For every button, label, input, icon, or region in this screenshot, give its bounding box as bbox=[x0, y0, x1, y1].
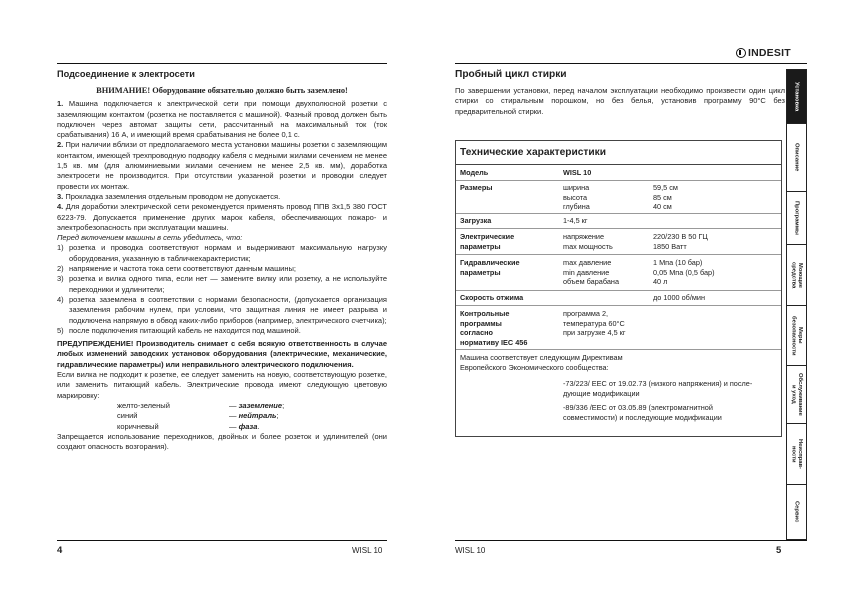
load-label: Загрузка bbox=[460, 216, 492, 225]
electrical-values: 220/230 В 50 ГЦ 1850 Ватт bbox=[653, 232, 708, 251]
wire-color-row: желто-зеленый — заземление; bbox=[117, 400, 285, 410]
check-list bbox=[57, 243, 387, 336]
spec-divider bbox=[456, 305, 781, 306]
tab-troubleshooting[interactable]: Неисправ- ности bbox=[787, 424, 806, 485]
section-tabs bbox=[786, 69, 807, 540]
brand-ring-icon bbox=[736, 48, 746, 58]
list-item: 5) после подключения питающий кабель не находится под машиной. bbox=[57, 325, 301, 335]
right-model-footer: WISL 10 bbox=[455, 546, 486, 555]
hydraulic-names: max давление min давление объем барабана bbox=[563, 258, 620, 287]
spec-divider bbox=[456, 180, 781, 181]
top-rule-right bbox=[455, 63, 807, 64]
paragraph-3: 3. Прокладка заземления отдельным проводом не допускается. bbox=[57, 191, 281, 201]
electrical-names: напряжение max мощность bbox=[563, 232, 613, 251]
tab-service[interactable]: Сервис bbox=[793, 501, 800, 523]
list-item: 4) розетка заземлена в соответствии с нормами безопасности, (допускается организация заземления рабочим нулем, при условии, что защитная линия не имеет разрыва и подключена напрямую в обвод каких-либо приборов (например, электрического счетчика); bbox=[57, 294, 387, 325]
test-wash-title: Пробный цикл стирки bbox=[455, 69, 567, 80]
paragraph-1: 1. Машина подключается к электрической сети при помощи двухполюсной розетки с заземляющим контактом (розетка не поставляется с машиной). Фазный провод должен быть подключен через автомат защиты сети, рассчитанный на максимальный ток (ток срабатывания) 16 А, и имеющий время срабатывания не более 0,1 с. bbox=[57, 99, 387, 140]
spin-value: до 1000 об/мин bbox=[653, 293, 705, 302]
model-value: WISL 10 bbox=[563, 168, 592, 177]
directive-low-voltage: -73/223/ ЕЕС от 19.02.73 (низкого напряжения) и после- дующие модификации bbox=[563, 379, 753, 398]
directive-intro: Машина соответствует следующим Директивам Европейского Экономического сообщества: bbox=[460, 353, 623, 372]
spec-title-divider bbox=[456, 164, 781, 165]
wire-color-list bbox=[117, 401, 387, 432]
control-program-label: Контрольные программы согласно нормативу IEC 456 bbox=[460, 309, 528, 347]
tab-programs[interactable]: Программы bbox=[787, 192, 806, 245]
hydraulic-label: Гидравлические параметры bbox=[460, 258, 520, 277]
right-page bbox=[455, 69, 785, 117]
size-names: ширина высота глубина bbox=[563, 183, 590, 212]
tab-detergents[interactable]: Моющие средства bbox=[787, 245, 806, 306]
list-item: 3) розетка и вилка одного типа, если нет — замените вилку или розетку, а не используйте переходники и удлинители; bbox=[57, 274, 387, 294]
check-intro: Перед включением машины в сеть убедитесь, что: bbox=[57, 233, 243, 243]
final-paragraph: Запрещается использование переходников, двойных и более розеток и удлинителей (они создают опасность возгорания). bbox=[57, 431, 387, 452]
size-values: 59,5 см 85 см 40 см bbox=[653, 183, 678, 212]
spec-divider bbox=[456, 290, 781, 291]
bottom-rule-left bbox=[57, 540, 387, 541]
load-value: 1-4,5 кг bbox=[563, 216, 588, 225]
top-rule-left bbox=[57, 63, 387, 64]
wire-color-row: коричневый — фаза. bbox=[117, 421, 260, 431]
brand-name: INDESIT bbox=[748, 47, 791, 59]
bottom-rule-right bbox=[455, 540, 807, 541]
tab-safety[interactable]: Меры безопасности bbox=[787, 306, 806, 366]
spec-divider bbox=[456, 349, 781, 350]
test-wash-intro: По завершении установки, перед началом эксплуатации необходимо произвести один цикл стирки со стиральным порошком, но без белья, установив программу 90°С без предварительной стирки. bbox=[455, 86, 785, 116]
electrical-connection-title: Подсоединение к электросети bbox=[57, 69, 195, 79]
left-page-number: 4 bbox=[57, 545, 63, 556]
list-item: 1) розетка и проводка соответствуют нормам и выдерживают максимальную нагрузку оборудования, указанную в табличкехарактеристик; bbox=[57, 243, 387, 263]
spin-label: Скорость отжима bbox=[460, 293, 524, 302]
wire-color-row: синий — нейтраль; bbox=[117, 411, 279, 421]
plug-paragraph: Если вилка не подходит к розетке, ее следует заменить на новую, соответствующую розетке, или заменить питающий кабель. Электрические провода имеют следующую цветовую маркировку: bbox=[57, 370, 387, 400]
manufacturer-caution: ПРЕДУПРЕЖДЕНИЕ! Производитель снимает с себя всякую ответственность в случае любых изменений заводских установок оборудования (электрические, механические, гидравлические параметры) или неправильного электрического подключения. bbox=[57, 339, 387, 369]
tab-maintenance[interactable]: Обслуживание и уход bbox=[787, 366, 806, 424]
spec-title: Технические характеристики bbox=[460, 147, 607, 158]
size-label: Размеры bbox=[460, 183, 493, 192]
grounding-warning: ВНИМАНИЕ! Оборудование обязательно должно быть заземлено! bbox=[96, 86, 348, 95]
spec-divider bbox=[456, 213, 781, 214]
model-label: Модель bbox=[460, 168, 489, 177]
right-page-number: 5 bbox=[776, 545, 782, 556]
left-model-footer: WISL 10 bbox=[352, 546, 383, 555]
hydraulic-values: 1 Мпа (10 бар) 0,05 Мпа (0,5 бар) 40 л bbox=[653, 258, 715, 287]
tab-installation[interactable]: Установка bbox=[787, 70, 806, 124]
spec-divider bbox=[456, 228, 781, 229]
electrical-label: Электрические параметры bbox=[460, 232, 515, 251]
control-program-values: программа 2, температура 60°С при загрузке 4,5 кг bbox=[563, 309, 626, 338]
paragraph-4: 4. Для доработки электрической сети рекомендуется применять провод ППВ 3х1,5 380 ГОСТ 6223-79. Допускается применение других марок кабеля, обеспечивающих пожаро- и электробезопасность при эксплуатации машины. bbox=[57, 202, 387, 232]
list-item: 2) напряжение и частота тока сети соответствуют данным машины; bbox=[57, 264, 296, 274]
paragraph-2: 2. При наличии вблизи от предполагаемого места установки машины розетки с заземляющим контактом, имеющей трехпроводную подводку кабеля с медными жилами сечением не менее 1,5 кв. мм (для алюминиевыми жилами сечением не менее 2,5 кв. мм), доработка электросети не производится. При отсутствии указанной розетки и проводки следует провести их монтаж. bbox=[57, 140, 387, 191]
tab-description[interactable]: Описание bbox=[787, 124, 806, 192]
indesit-logo bbox=[736, 47, 791, 59]
left-page bbox=[57, 69, 387, 452]
spec-table bbox=[455, 140, 782, 437]
directive-emc: -89/336 /ЕЕС от 03.05.89 (электромагнитной совместимости) и последующие модификации bbox=[563, 403, 722, 422]
spec-divider bbox=[456, 254, 781, 255]
